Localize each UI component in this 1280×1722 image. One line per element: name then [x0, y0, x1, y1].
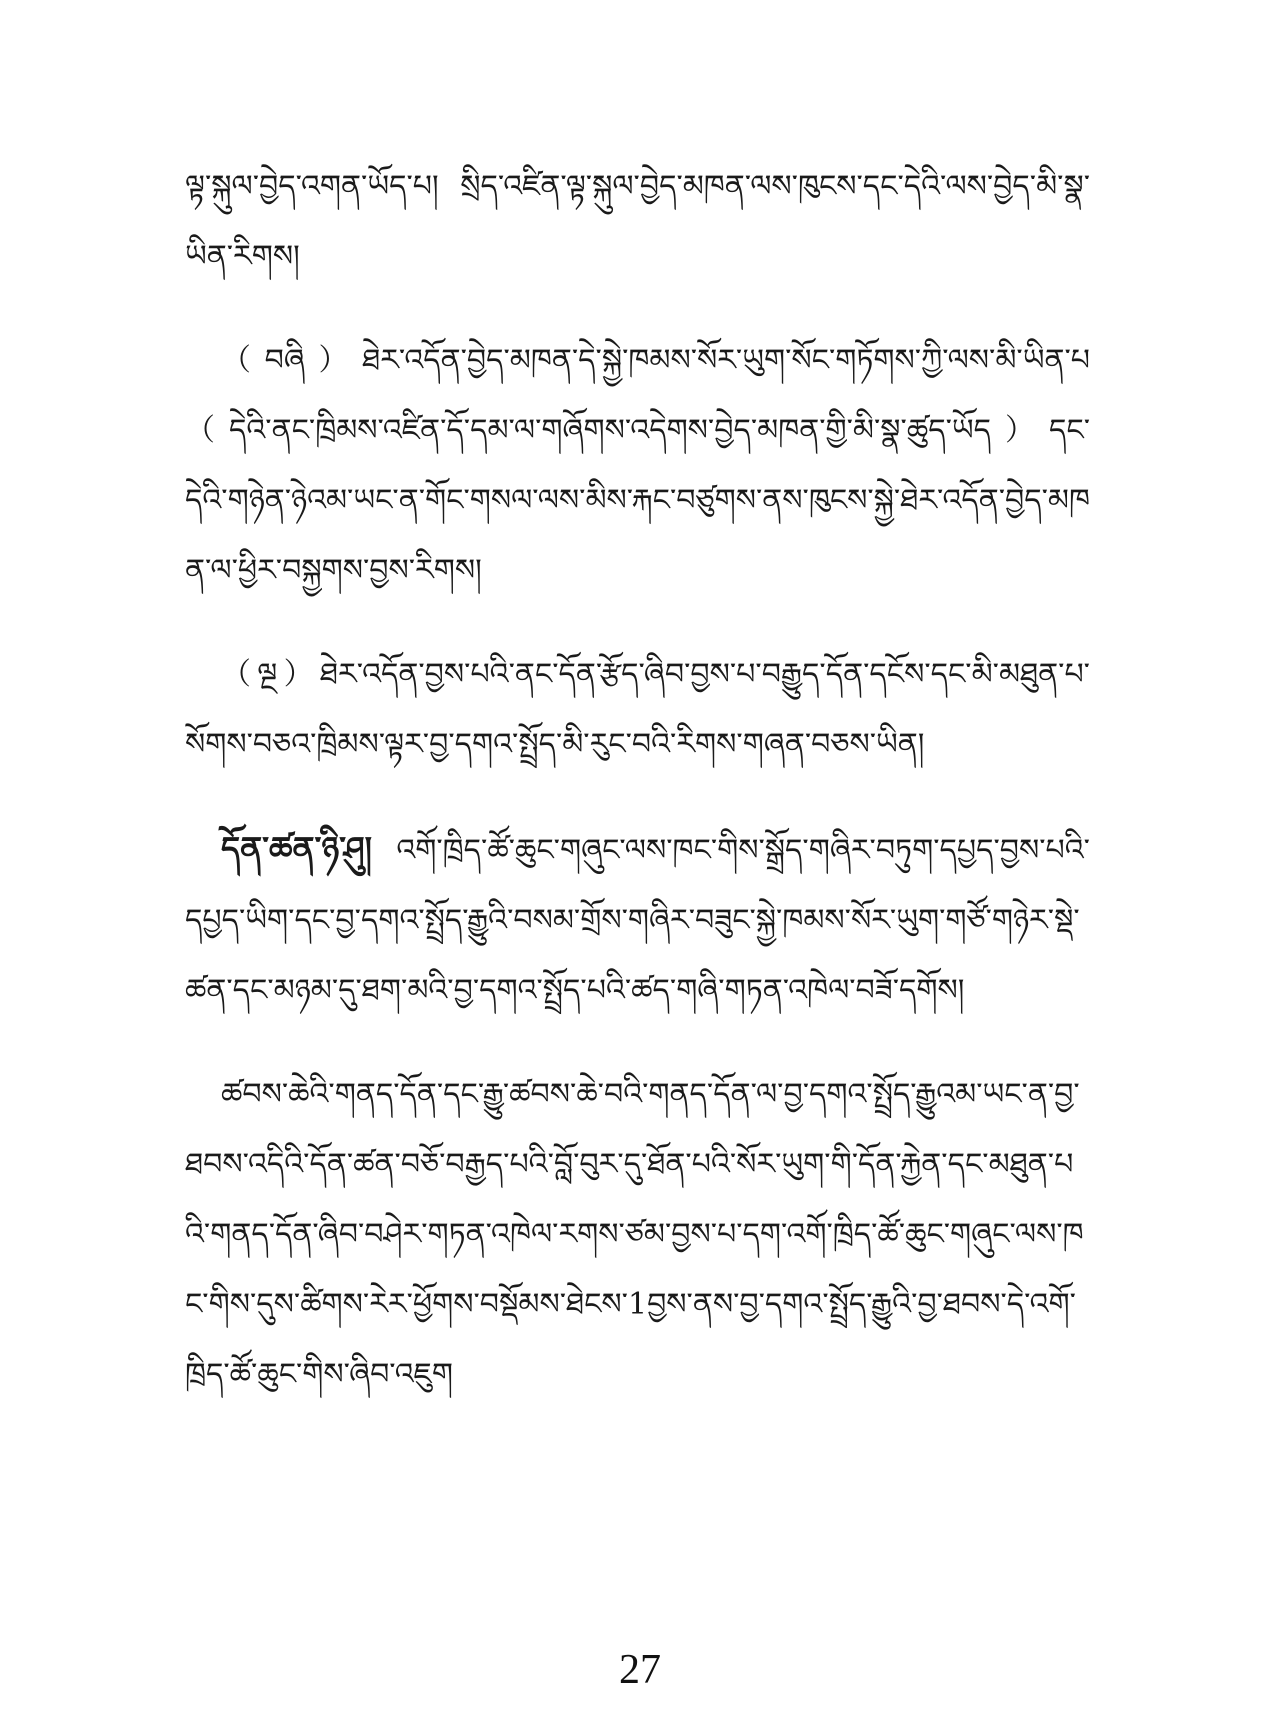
paragraph-5-text: ཚབས་ཆེའི་གནད་དོན་དང་རྒྱུ་ཚབས་ཆེ་བའི་གནད་དོན་ལ་བྱ་དགའ་སྤྲོད་རྒྱུའམ་ཡང་ན་བྱ་ཐབས་འདིའི་དོན་ཚན་བཅོ་བརྒྱད་པའི་བློ་བུར་དུ་ཐོན་པའི་སོར་ཡུག་གི་དོན་རྐྱེན་དང་མཐུན་པའི་གནད་དོན་ཞིབ་བཤེར་གཏན་འཁེལ་རགས་ཙམ་བྱས་པ་དག་འགོ་ཁྲིད་ཚོ་ཆུང་གཞུང་ལས་ཁང་གིས་དུས་ཚིགས་རེར་ཕྱོགས་བསྡོམས་ཐེངས་1བྱས་ནས་བྱ་དགའ་སྤྲོད་རྒྱུའི་བྱ་ཐབས་དེ་འགོ་ཁྲིད་ཚོ་ཆུང་གིས་ཞིབ་འཇུག — [185, 1077, 1084, 1392]
paragraph-4 — [185, 814, 1090, 1026]
page-number: 27 — [619, 1647, 661, 1693]
paragraph-4-text: འགོ་ཁྲིད་ཚོ་ཆུང་གཞུང་ལས་ཁང་གིས་སྒྲོད་གཞིར་བཏུག་དཔྱད་བྱས་པའི་དཔྱད་ཡིག་དང་བྱ་དགའ་སྤྲོད་རྒྱུའི་བསམ་གྲོས་གཞིར་བཟུང་སྐྱེ་ཁམས་སོར་ཡུག་གཙོ་གཉེར་སྡེ་ཚན་དང་མཉམ་དུ་ཐག་མའི་བྱ་དགའ་སྤྲོད་པའི་ཚད་གཞི་གཏན་འཁེལ་བཟོ་དགོས། — [185, 833, 1090, 1008]
paragraph-3 — [185, 640, 1090, 780]
paragraph-3-text: （ལྔ）ཐེར་འདོན་བྱས་པའི་ནང་དོན་རྩོད་ཞིབ་བྱས་པ་བརྒྱུད་དོན་དངོས་དང་མི་མཐུན་པ་སོགས་བཅའ་ཁྲིམས་ལྟར་བྱ་དགའ་སྤྲོད་མི་རུང་བའི་རིགས་གཞན་བཅས་ཡིན། — [185, 657, 1090, 762]
article-heading: དོན་ཚན་ཉི་ཤུ། — [221, 829, 372, 868]
paragraph-1 — [185, 152, 1090, 292]
paragraph-2 — [185, 326, 1090, 606]
paragraph-5 — [185, 1060, 1090, 1410]
paragraph-2-text: （བཞི）ཐེར་འདོན་བྱེད་མཁན་དེ་སྐྱེ་ཁམས་སོར་ཡུག་སོང་གཏོགས་ཀྱི་ལས་མི་ཡིན་པ（དེའི་ནང་ཁྲིམས་འཛིན་དོ་དམ་ལ་གཞོགས་འདེགས་བྱེད་མཁན་གྱི་མི་སྣ་ཚུད་ཡོད）དང་དེའི་གཉེན་ཉེའམ་ཡང་ན་གོང་གསལ་ལས་མིས་རྐང་བཙུགས་ནས་ཁུངས་སྐྱེ་ཐེར་འདོན་བྱེད་མཁན་ལ་ཕྱིར་བསྐྱགས་བྱས་རིགས། — [185, 343, 1090, 588]
paragraph-1-text: ལྟ་སྐུལ་བྱེད་འགན་ཡོད་པ། སྲིད་འཛིན་ལྟ་སྐུལ་བྱེད་མཁན་ལས་ཁུངས་དང་དེའི་ལས་བྱེད་མི་སྣ་ཡིན་རིགས། — [185, 169, 1090, 274]
body-text — [185, 152, 1090, 1444]
